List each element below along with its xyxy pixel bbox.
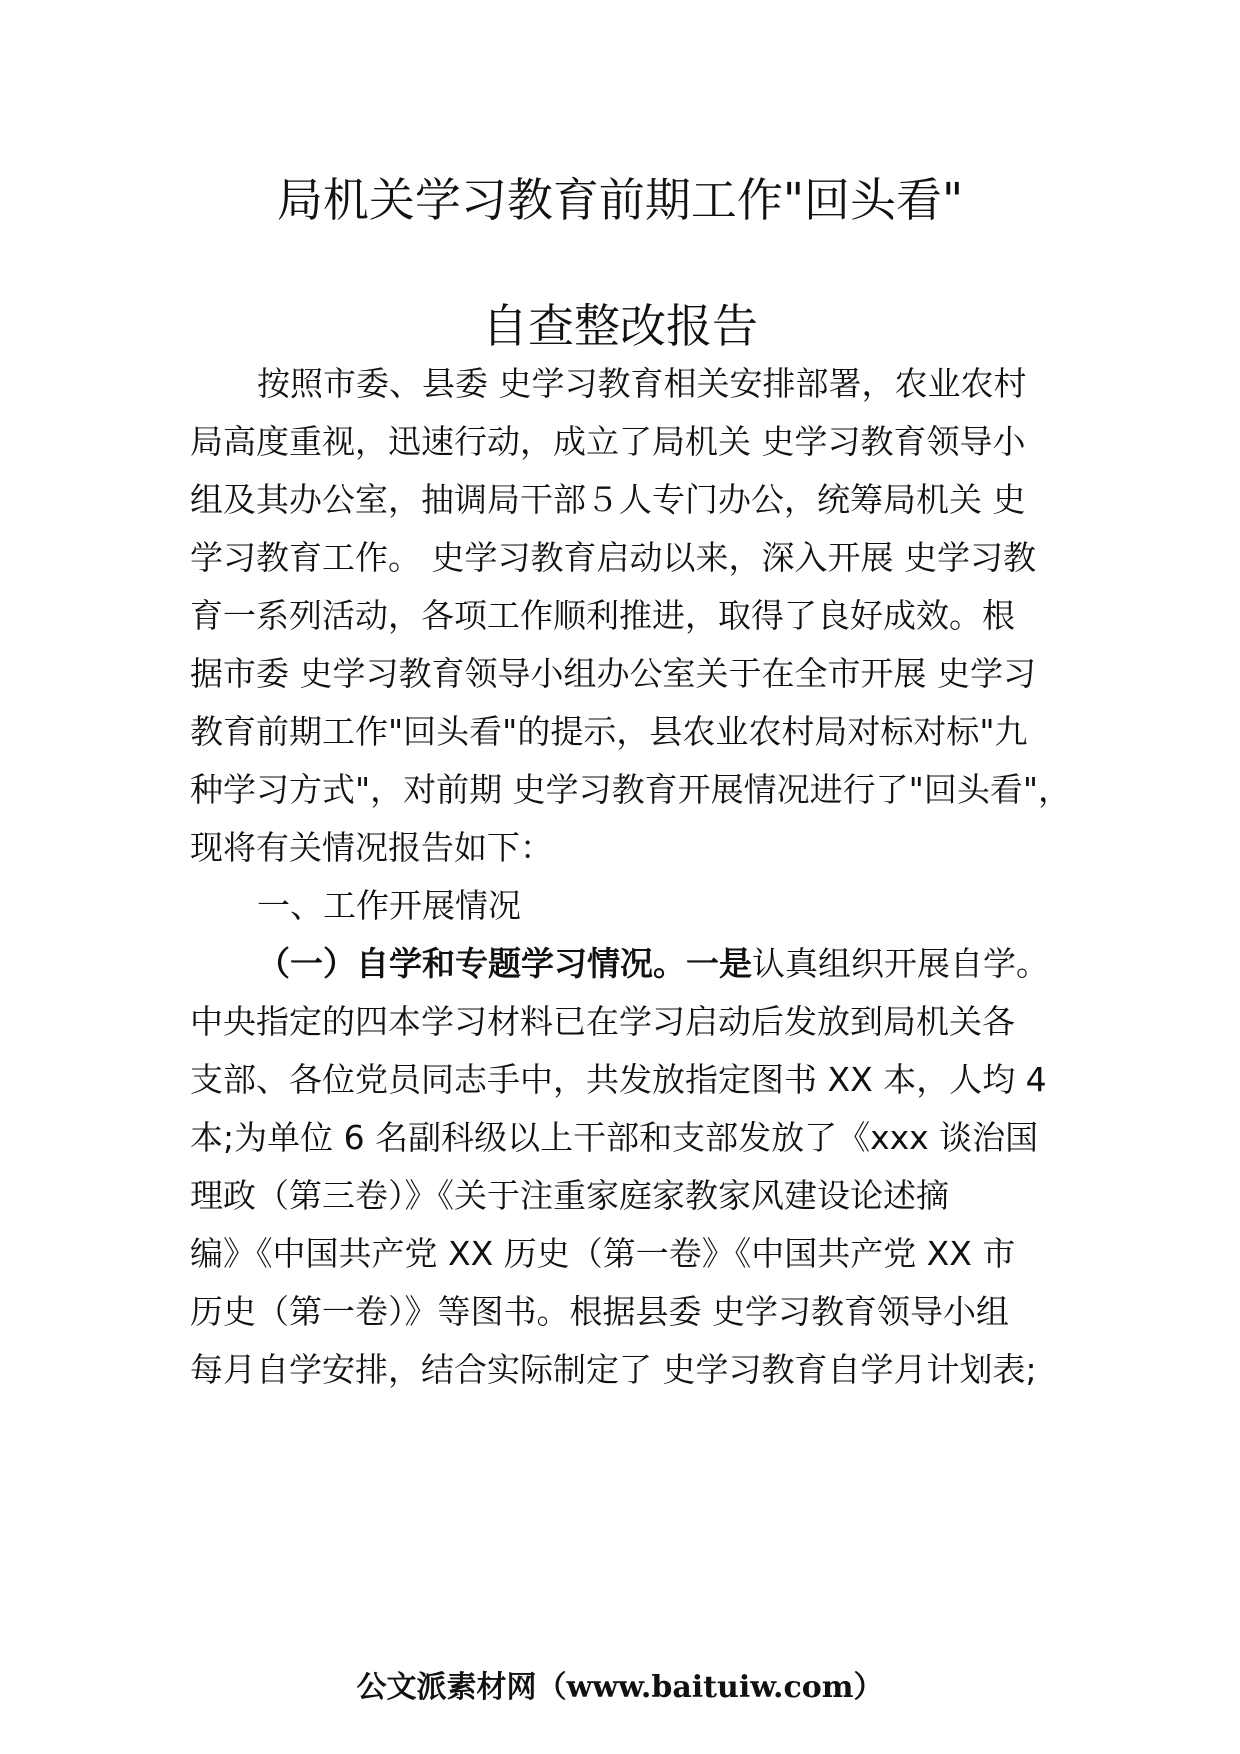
paragraph-line: 理政（第三卷）》《关于注重家庭家教家风建设论述摘 <box>190 1176 949 1215</box>
paragraph-line: 教育前期工作"回头看"的提示，县农业农村局对标对标"九 <box>190 712 1028 751</box>
subsection-text: 认真组织开展自学。 <box>752 944 1049 983</box>
paragraph-line: 中央指定的四本学习材料已在学习启动后发放到局机关各 <box>190 1002 1015 1041</box>
paragraph-line: 据市委 史学习教育领导小组办公室关于在全市开展 史学习 <box>190 654 1036 693</box>
section-heading: 一、工作开展情况 <box>257 886 521 925</box>
paragraph-line: 种学习方式"，对前期 史学习教育开展情况进行了"回头看"， <box>190 770 1072 809</box>
paragraph-line: 按照市委、县委 史学习教育相关安排部署，农业农村 <box>257 364 1027 403</box>
paragraph-line: 编》《中国共产党 XX 历史（第一卷》《中国共产党 XX 市 <box>190 1234 1016 1273</box>
paragraph-line: 历史（第一卷）》等图书。根据县委 史学习教育领导小组 <box>190 1292 1009 1331</box>
paragraph-line: 育一系列活动，各项工作顺利推进，取得了良好成效。根 <box>190 596 1015 635</box>
paragraph-line: 每月自学安排，结合实际制定了 史学习教育自学月计划表; <box>190 1350 1037 1389</box>
paragraph-line: 本;为单位 6 名副科级以上干部和支部发放了《xxx 谈治国 <box>190 1118 1039 1157</box>
subsection-heading: （一）自学和专题学习情况。一是 <box>257 944 752 983</box>
paragraph-line: 组及其办公室，抽调局干部５人专门办公，统筹局机关 史 <box>190 480 1026 519</box>
document-title-line-2: 自查整改报告 <box>482 299 758 353</box>
paragraph-line: 学习教育工作。 史学习教育启动以来，深入开展 史学习教 <box>190 538 1036 577</box>
paragraph-line: 支部、各位党员同志手中，共发放指定图书 XX 本，人均 4 <box>190 1060 1047 1099</box>
paragraph-line: 现将有关情况报告如下： <box>190 828 553 867</box>
paragraph-line: 局高度重视，迅速行动，成立了局机关 史学习教育领导小 <box>190 422 1026 461</box>
footer-watermark: 公文派素材网（www.baituiw.com） <box>356 1670 884 1705</box>
subsection-line <box>257 942 1049 986</box>
document-title-line-1: 局机关学习教育前期工作"回头看" <box>276 173 964 227</box>
